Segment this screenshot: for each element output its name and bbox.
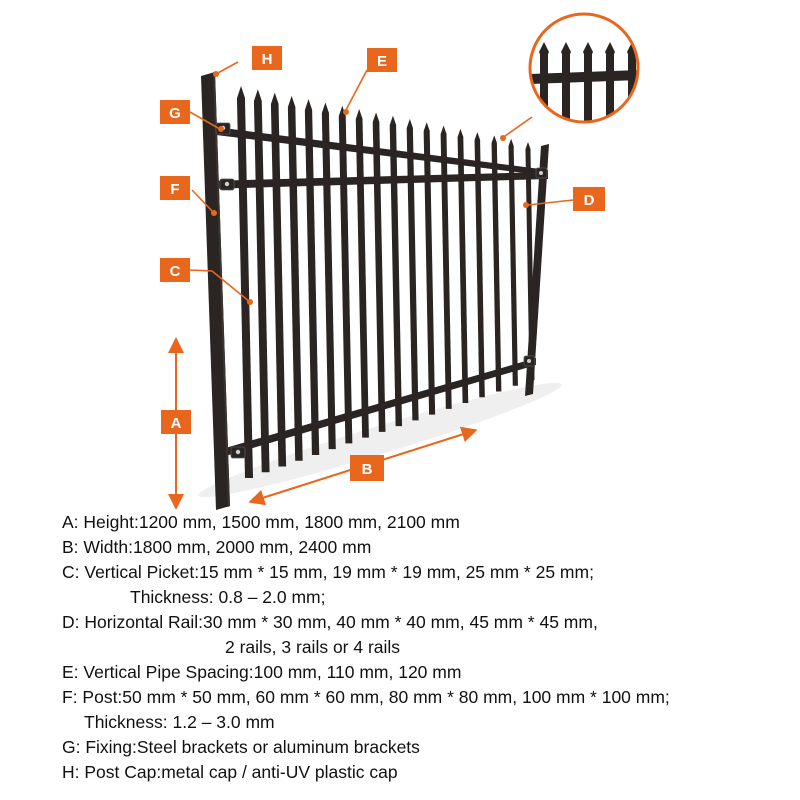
- spec-list: [62, 510, 792, 785]
- spec-vertical-picket-thickness: Thickness: 0.8 – 2.0 mm;: [130, 587, 326, 607]
- spec-post-cap: H: Post Cap:metal cap / anti-UV plastic cap: [62, 762, 398, 782]
- bracket-bolt: [225, 182, 229, 186]
- bracket-bolt: [539, 171, 543, 175]
- spec-pipe-spacing: E: Vertical Pipe Spacing:100 mm, 110 mm, 120 mm: [62, 662, 462, 682]
- picket: [390, 116, 402, 426]
- picket: [458, 129, 469, 403]
- bracket-bolt: [236, 450, 240, 454]
- bracket-bolt: [527, 359, 531, 363]
- callout-tag-f: [160, 176, 190, 200]
- picket: [475, 132, 485, 397]
- picket: [339, 106, 353, 444]
- picket: [373, 112, 386, 432]
- picket: [356, 109, 369, 438]
- spec-height: A: Height:1200 mm, 1500 mm, 1800 mm, 2100 mm: [62, 512, 460, 532]
- callout-tag-h: [252, 46, 282, 70]
- svg-text:A: A: [170, 415, 182, 432]
- callout-tag-a: [161, 410, 191, 434]
- svg-text:H: H: [261, 51, 273, 68]
- spec-width: B: Width:1800 mm, 2000 mm, 2400 mm: [62, 537, 372, 557]
- spec-fixing: G: Fixing:Steel brackets or aluminum brackets: [62, 737, 420, 757]
- zoom-picket: [539, 42, 549, 130]
- callout-tag-b: [350, 455, 384, 481]
- spec-horizontal-rail: D: Horizontal Rail:30 mm * 30 mm, 40 mm * 40 mm, 45 mm * 45 mm,: [62, 612, 598, 632]
- svg-text:E: E: [376, 53, 388, 70]
- zoom-inset: [530, 14, 640, 130]
- svg-text:D: D: [583, 192, 595, 209]
- picket: [237, 86, 253, 478]
- callout-tag-e: [367, 48, 397, 72]
- vertical-pickets: [237, 86, 535, 478]
- picket: [424, 122, 435, 414]
- picket: [441, 126, 452, 409]
- picket: [305, 99, 319, 455]
- spec-horizontal-rail-count: 2 rails, 3 rails or 4 rails: [225, 637, 401, 657]
- svg-text:C: C: [169, 263, 181, 280]
- spec-post: F: Post:50 mm * 50 mm, 60 mm * 60 mm, 80 mm * 80 mm, 100 mm * 100 mm;: [62, 687, 670, 707]
- picket: [322, 102, 336, 449]
- picket: [271, 93, 286, 467]
- picket: [407, 119, 419, 420]
- callout-tag-d: [573, 187, 605, 211]
- zoom-picket: [583, 42, 593, 130]
- svg-text:B: B: [361, 461, 373, 478]
- picket: [254, 89, 270, 472]
- spec-vertical-picket: C: Vertical Picket:15 mm * 15 mm, 19 mm * 19 mm, 25 mm * 25 mm;: [62, 562, 594, 582]
- spec-post-thickness: Thickness: 1.2 – 3.0 mm: [84, 712, 275, 732]
- svg-text:G: G: [169, 105, 181, 122]
- callout-tag-g: [160, 100, 190, 124]
- callout-tag-c: [160, 258, 190, 282]
- picket: [288, 96, 303, 461]
- svg-text:F: F: [170, 181, 180, 198]
